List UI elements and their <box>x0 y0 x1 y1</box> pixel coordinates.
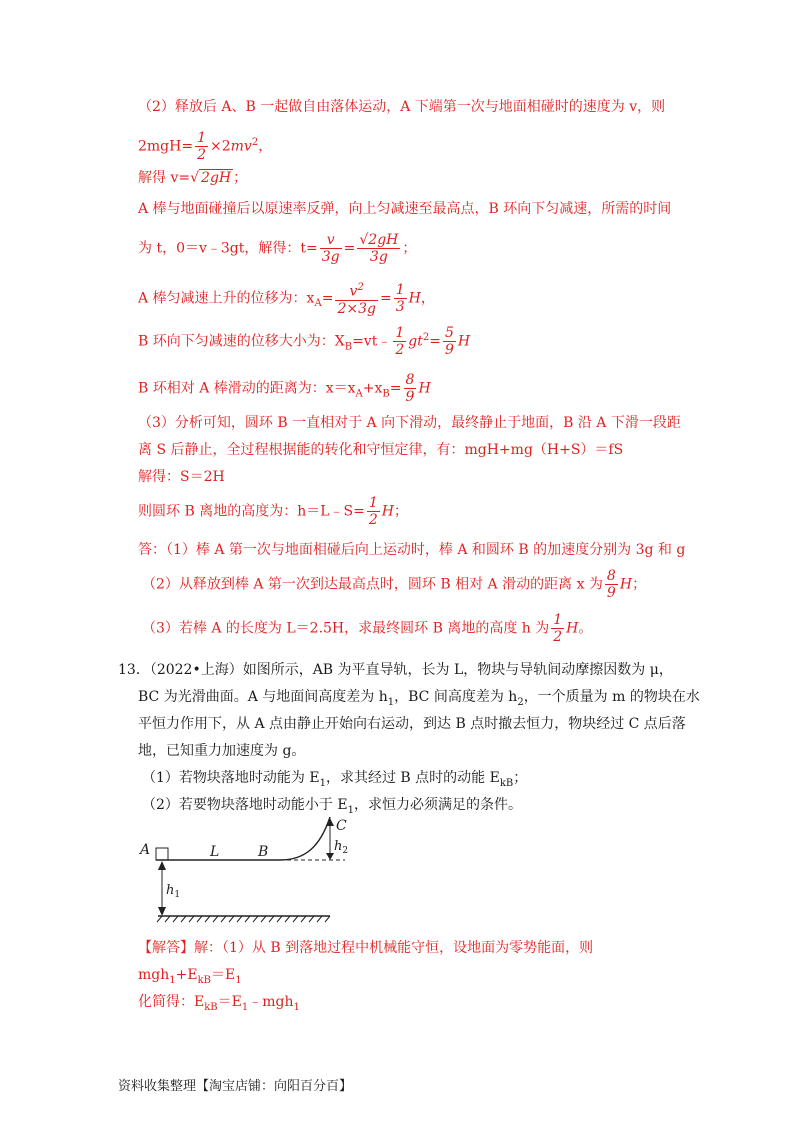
solution13-eq-1: $mgh_1+E_{kB}=E_1$ <box>138 967 242 986</box>
energy-equation: 2mgH= $\frac{1}{2}$ $\times 2mv^2$， <box>138 130 273 163</box>
track-diagram <box>130 812 360 932</box>
h1-arrowhead-down <box>158 907 166 916</box>
answer-2: （2）从释放到棒 A 第一次到达最高点时，圆环 B 相对 A 滑动的距离 x 为 $\frac{8}{9}$ H； <box>142 568 647 601</box>
rebound-line-1: A 棒与地面碰撞后以原速率反弹，向上匀减速至最高点，B 环向下匀减速，所需的时间 <box>138 201 672 217</box>
answer-3: （3）若棒 A 的长度为 L＝2.5H，求最终圆环 B 离地的高度 h 为 $\frac{1}{2}$ H。 <box>142 612 593 645</box>
footer: 资料收集整理【淘宝店铺：向阳百分百】 <box>118 1079 353 1094</box>
rebound-line-2: 为 t，0＝v﹣3gt，解得：t= $\frac{v}{3g}$ = $\frac{√2gH}{3g}$ ； <box>138 232 417 265</box>
question-1: （1）若物块落地时动能为 $E_1$，求其经过 B 点时的动能 $E_{kB}$； <box>142 770 528 789</box>
label-c: C <box>336 818 347 834</box>
label-h2: $h_2$ <box>334 839 349 856</box>
h2-arrowhead-up <box>326 818 334 826</box>
h1-arrowhead-up <box>158 861 166 870</box>
part3-line-1: （3）分析可知，圆环 B 一直相对于 A 向下滑动，最终静止于地面，B 沿 A 下滑一段距 <box>138 415 681 431</box>
part3-height: 则圆环 B 离地的高度为：h＝L﹣S= $\frac{1}{2}$ H； <box>138 495 408 528</box>
part2-intro: （2）释放后 A、B 一起做自由落体运动，A 下端第一次与地面相碰时的速度为 v，则 <box>138 99 666 115</box>
problem13-line-2: BC 为光滑曲面。A 与地面间高度差为 $h_1$，BC 间高度差为 $h_2$，一个质量为 m 的物块在水 <box>138 689 700 708</box>
question-2: （2）若要物块落地时动能小于 $E_1$，求恒力必须满足的条件。 <box>142 797 522 816</box>
solve-v: 解得 v=√ 2gH ； <box>138 170 248 186</box>
problem13-line-1: 13．（2022•上海）如图所示，AB 为平直导轨，长为 L，物块与导轨间动摩擦因数为 μ， <box>118 662 673 678</box>
answer-tag: 【解答】 <box>138 940 194 956</box>
answer-1: 答：（1）棒 A 第一次与地面相碰后向上运动时，棒 A 和圆环 B 的加速度分别为 3g 和 g <box>138 542 686 558</box>
relative-distance: B 环相对 A 棒滑动的距离为：$x=x_A+x_B=$ $\frac{8}{9}$ H <box>138 372 431 405</box>
h2-arrowhead-down <box>326 853 334 860</box>
block-a <box>156 848 168 860</box>
label-a: A <box>140 842 151 858</box>
ground-hatching <box>157 916 330 922</box>
xb-displacement: B 环向下匀减速的位移大小为：$X_B=vt﹣$ $\frac{1}{2}$ $gt^2=$ $\frac{5}{9}$ H <box>138 325 471 358</box>
label-b: B <box>258 844 269 860</box>
problem13-line-4: 地，已知重力加速度为 g。 <box>138 743 306 759</box>
solution13-eq-2: 化简得：$E_{kB}=E_1﹣mgh_1$ <box>138 994 300 1013</box>
xa-displacement: A 棒匀减速上升的位移为：$x_A=$ $\frac{v^2}{2\times 3g}$ = $\frac{1}{3}$ H， <box>138 281 435 317</box>
solution13-line-1: 【解答】解：（1）从 B 到落地过程中机械能守恒，设地面为零势能面，则 <box>138 940 594 956</box>
label-h1: $h_1$ <box>166 883 181 900</box>
label-l: L <box>210 844 220 860</box>
curve-bc <box>280 817 330 860</box>
problem13-line-3: 平恒力作用下，从 A 点由静止开始向右运动，到达 B 点时撤去恒力，物块经过 C 点后落 <box>138 716 686 732</box>
part3-line-2: 离 S 后静止，全过程根据能的转化和守恒定律，有：mgH+mg（H+S）＝fS <box>138 442 624 458</box>
part3-solve: 解得：S＝2H <box>138 469 225 485</box>
